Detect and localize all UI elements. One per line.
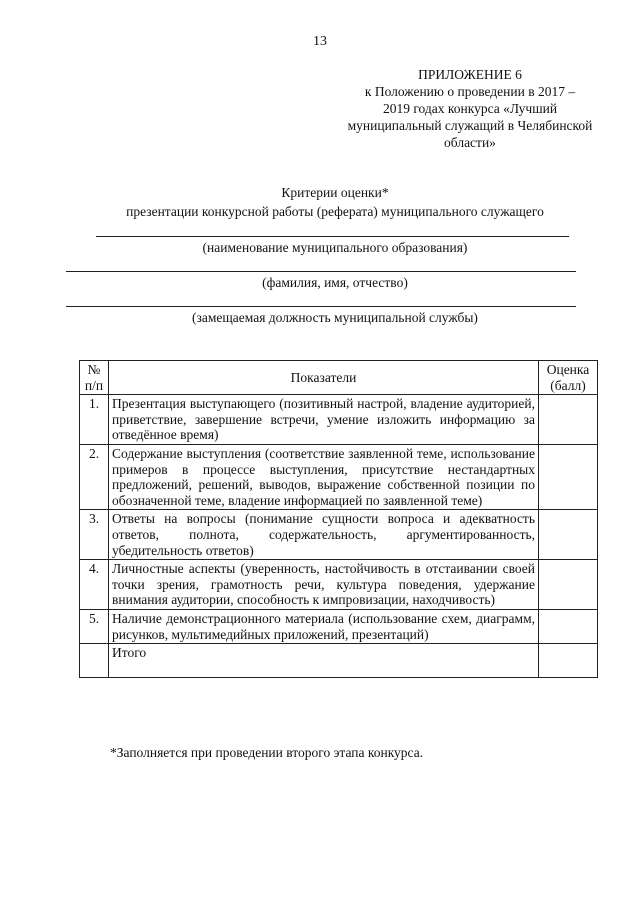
appendix-line: области» <box>444 135 496 150</box>
score-cell[interactable] <box>539 395 598 445</box>
table-row <box>80 560 598 610</box>
row-number: 4. <box>80 560 109 610</box>
criteria-table <box>79 360 598 678</box>
total-label: Итого <box>109 644 539 678</box>
municipality-caption: (наименование муниципального образования) <box>202 240 468 255</box>
table-row <box>80 609 598 643</box>
row-number: 2. <box>80 444 109 509</box>
table-row <box>80 395 598 445</box>
appendix-header <box>300 66 640 151</box>
document-title: Критерии оценки* <box>281 185 389 200</box>
document-subtitle: презентации конкурсной работы (реферата) муниципального служащего <box>126 204 544 219</box>
appendix-line: муниципальный служащий в Челябинской <box>347 118 593 133</box>
row-number: 1. <box>80 395 109 445</box>
criterion-text: Наличие демонстрационного материала (использование схем, диаграмм, рисунков, мультимедийных приложений, презентаций) <box>109 609 539 643</box>
position-caption: (замещаемая должность муниципальной службы) <box>192 310 478 325</box>
table-row <box>80 510 598 560</box>
total-score-cell[interactable] <box>539 644 598 678</box>
row-number: 3. <box>80 510 109 560</box>
municipality-blank-line <box>96 236 569 237</box>
criterion-text: Презентация выступающего (позитивный настрой, владение аудиторией, приветствие, завершение встречи, умение изложить информацию за отведённое время) <box>109 395 539 445</box>
column-header-score: Оценка (балл) <box>539 361 598 395</box>
row-number: 5. <box>80 609 109 643</box>
full-name-caption: (фамилия, имя, отчество) <box>262 275 408 290</box>
footnote: *Заполняется при проведении второго этапа конкурса. <box>110 745 424 760</box>
appendix-line: к Положению о проведении в 2017 – <box>364 84 576 99</box>
criterion-text: Личностные аспекты (уверенность, настойчивость в отстаивании своей точки зрения, грамотность речи, культура поведения, удержание внимания аудитории, способность к импровизации, находчивость) <box>109 560 539 610</box>
table-row <box>80 444 598 509</box>
score-cell[interactable] <box>539 444 598 509</box>
table-header-row <box>80 361 598 395</box>
score-cell[interactable] <box>539 560 598 610</box>
column-header-indicators: Показатели <box>109 361 539 395</box>
appendix-line: ПРИЛОЖЕНИЕ 6 <box>418 67 522 82</box>
page-number: 13 <box>313 34 327 49</box>
appendix-line: 2019 годах конкурса «Лучший <box>382 101 558 116</box>
column-header-number: № п/п <box>80 361 109 395</box>
score-cell[interactable] <box>539 510 598 560</box>
criterion-text: Содержание выступления (соответствие заявленной теме, использование примеров в процессе выступления, присутствие нестандартных предложений, решений, выводов, выражение собственной позиции по обозначенной теме, владение информацией по заявленной теме) <box>109 444 539 509</box>
full-name-blank-line <box>66 271 576 272</box>
row-number-empty <box>80 644 109 678</box>
criterion-text: Ответы на вопросы (понимание сущности вопроса и адекватность ответов, полнота, содержательность, аргументированность, убедительность ответов) <box>109 510 539 560</box>
score-cell[interactable] <box>539 609 598 643</box>
table-total-row <box>80 644 598 678</box>
position-blank-line <box>66 306 576 307</box>
